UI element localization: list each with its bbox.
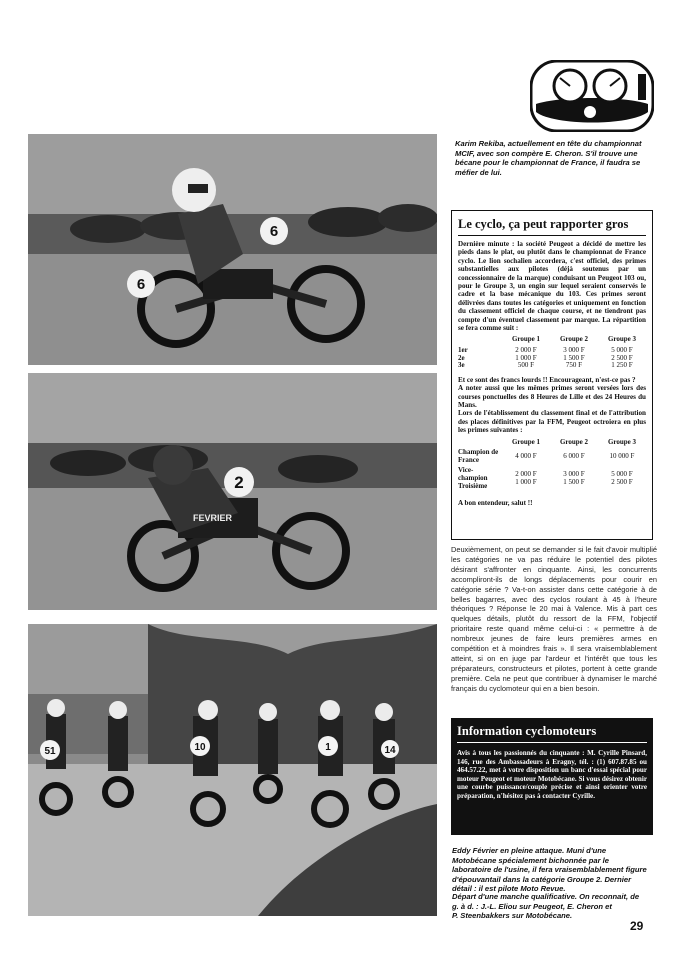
table-row bbox=[458, 467, 646, 493]
table-header: Groupe 1 bbox=[511, 437, 541, 446]
table-cell: 2 500 F bbox=[611, 353, 633, 362]
race-plate-2: 2 bbox=[234, 473, 244, 492]
table-cell: 6 000 F bbox=[563, 452, 585, 461]
table-cell: 750 F bbox=[565, 361, 583, 370]
caption-eddy-fevrier: Eddy Février en pleine attaque. Muni d'une Motobécane spécialement bichonnée par le laboratoire de l'usine, il fera vraisemblablement figure d'épouvantail dans la catégorie Groupe 2. Dernier détail : il est pilote Moto Revue. bbox=[452, 846, 647, 894]
speedometer-gauges-logo bbox=[530, 60, 654, 132]
caption-karim-rekiba: Karim Rekiba, actuellement en tête du championnat MCIF, avec son compère E. Cheron. S'il trouve une bécane pour le championnat de France, il faudra se méfier de lui. bbox=[455, 139, 642, 177]
table-cell: Vice-champion Troisième bbox=[458, 466, 488, 490]
prize-table-final bbox=[458, 439, 646, 494]
race-plate-14: 14 bbox=[384, 745, 396, 756]
photo-rider-karim-rekiba bbox=[28, 134, 437, 365]
prize-box-title: Le cyclo, ça peut rapporter gros bbox=[458, 216, 646, 236]
info-box-text: Avis à tous les passionnés du cinquante : M. Cyrille Pinsard, 146, rue des Ambassadeurs à Eragny, tél. : (1) 607.87.85 ou 464.57.22, met à votre disposition un banc d'essai spécial pour moteur Peugeot et moteur Motobécane. Si vous désirez obtenir une courbe puissance/couple précise et ainsi orienter votre préparation, n'hésitez pas à contacter Cyrille. bbox=[457, 749, 647, 800]
table-cell: 10 000 F bbox=[609, 452, 635, 461]
prize-box-middle: Et ce sont des francs lourds !! Encourageant, n'est-ce pas ? A noter aussi que les mêmes primes seront versées lors des courses ponctuelles des 8 Heures de Lille et des 24 Heures du Mans. Lors de l'établissement du classement final et de l'attribution des places définitives par la FFM, Peugeot octroiera en plus les primes suivantes : bbox=[458, 375, 646, 435]
table-cell: 3 000 F 1 500 F bbox=[563, 470, 585, 486]
table-cell: 5 000 F 2 500 F bbox=[611, 470, 633, 486]
info-cyclomoteurs-box bbox=[451, 718, 653, 835]
table-cell: 2e bbox=[458, 353, 465, 362]
table-cell: 1 500 F bbox=[563, 353, 585, 362]
prize-box-closing: A bon entendeur, salut !! bbox=[458, 499, 533, 508]
table-header: Groupe 1 bbox=[511, 335, 541, 344]
table-header: Groupe 2 bbox=[559, 437, 589, 446]
prize-table-race bbox=[458, 336, 646, 369]
race-plate-51: 51 bbox=[44, 746, 56, 757]
prize-box-intro: Dernière minute : la société Peugeot a décidé de mettre les pieds dans le plat, ou plutôt dans le championnat de France cyclo. Le lion sochalien accordera, c'est officiel, des primes substantielles aux pilotes (déjà soutenus par un concessionnaire de la marque) conduisant un Peugeot 103 ou, pour le Groupe 3, un engin sur lequel seraient conservés le cadre et la base mécanique du 103. Ces primes seront délivrées dans toutes les catégories et uniquement en fonction du classement officiel de chaque course, et ne tiendront pas compte d'un éventuel classement par marque. La répartition se fera comme suit : bbox=[458, 240, 646, 333]
race-plate-6-front: 6 bbox=[136, 276, 146, 293]
photo-rider-eddy-fevrier bbox=[28, 373, 437, 610]
table-cell: 4 000 F bbox=[515, 452, 537, 461]
table-cell: 3e bbox=[458, 361, 465, 370]
table-cell: 1 250 F bbox=[611, 361, 633, 370]
table-cell: 500 F bbox=[517, 361, 535, 370]
table-cell: 5 000 F bbox=[611, 346, 633, 355]
prize-info-box bbox=[451, 210, 653, 540]
jacket-lettering: FEVRIER bbox=[193, 513, 233, 523]
table-cell: 3 000 F bbox=[563, 346, 585, 355]
race-plate-1: 1 bbox=[325, 742, 331, 753]
table-cell: 2 000 F bbox=[515, 346, 537, 355]
table-cell: 1 000 F bbox=[515, 353, 537, 362]
table-header: Groupe 3 bbox=[607, 437, 637, 446]
race-plate-10: 10 bbox=[194, 742, 206, 753]
table-cell: Champion de France bbox=[458, 448, 499, 464]
page-number: 29 bbox=[630, 919, 644, 933]
table-cell: 1er bbox=[458, 346, 468, 355]
article-body-text: Deuxièmement, on peut se demander si le fait d'avoir multiplié les catégories ne va pas réduire le potentiel des pilotes désirant s'affronter en cinquante. Ainsi, les concurrents accompliront-ils de longs déplacements pour courir en catégorie série ? Va-t-on assister dans cette catégorie à de belles bagarres, avec des cyclos roulant à 45 à l'heure théoriques ? Réponse le 20 mai à Valence. Mis à part ces quelques détails, plutôt du ressort de la FFM, l'objectif prioritaire reste quand même celui-ci : « permettre à de nombreux jeunes de faire leurs premières armes en compétition et à moindres frais ». Il sera vraisemblablement atteint, si on en juge par l'ardeur et l'intérêt que tous les préparateurs, constructeurs et pilotes, portent à cette grande première. Cela ne peut que contribuer à dynamiser le marché français du cyclomoteur qui en a bien besoin. bbox=[451, 545, 657, 693]
table-row bbox=[458, 449, 646, 467]
info-box-title: Information cyclomoteurs bbox=[457, 724, 647, 743]
table-row bbox=[458, 362, 646, 370]
table-header: Groupe 3 bbox=[607, 335, 637, 344]
table-cell: 2 000 F 1 000 F bbox=[515, 470, 537, 486]
race-plate-6: 6 bbox=[269, 223, 279, 240]
photo-race-start bbox=[28, 624, 437, 916]
caption-race-start: Départ d'une manche qualificative. On reconnait, de g. à d. : J.-L. Eliou sur Peugeot, E. Cheron et P. Steenbakkers sur Motobécane. bbox=[452, 892, 640, 921]
table-header: Groupe 2 bbox=[559, 335, 589, 344]
